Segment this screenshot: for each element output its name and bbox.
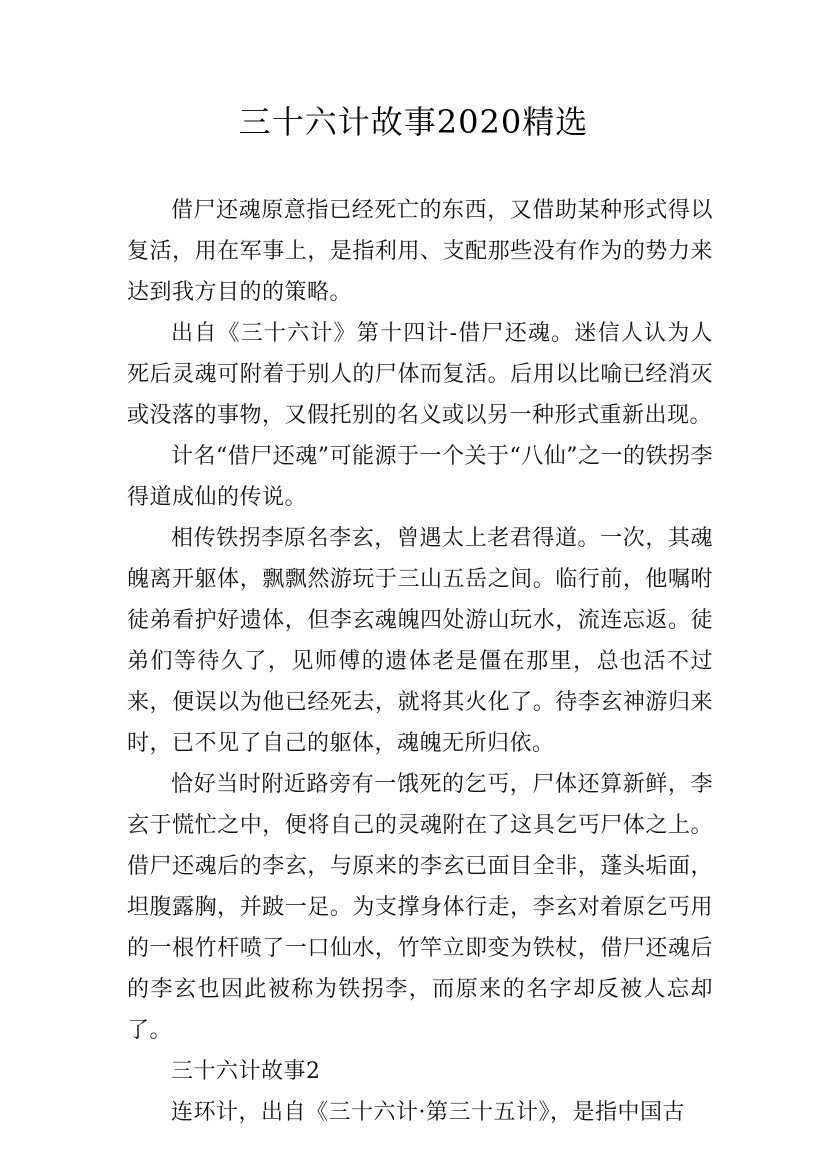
document-body [127, 190, 713, 1133]
paragraph: 出自《三十六计》第十四计-借尸还魂。迷信人认为人死后灵魂可附着于别人的尸体而复活。后用以比喻已经消灭或没落的事物，又假托别的名义或以另一种形式重新出现。 [127, 321, 713, 428]
paragraph: 恰好当时附近路旁有一饿死的乞丐，尸体还算新鲜，李玄于慌忙之中，便将自己的灵魂附在了这具乞丐尸体之上。借尸还魂后的李玄，与原来的李玄已面目全非，蓬头垢面，坦腹露胸，并跛一足。为支撑身体行走，李玄对着原乞丐用的一根竹杆喷了一口仙水，竹竿立即变为铁杖，借尸还魂后的李玄也因此被称为铁拐李，而原来的名字却反被人忘却了。 [127, 772, 713, 1043]
section-heading: 三十六计故事2 [171, 1059, 321, 1084]
paragraph: 借尸还魂原意指已经死亡的东西，又借助某种形式得以复活，用在军事上，是指利用、支配那些没有作为的势力来达到我方目的的策略。 [127, 198, 713, 305]
paragraph: 连环计，出自《三十六计·第三十五计》，是指中国古 [171, 1100, 685, 1125]
document-title: 三十六计故事2020精选 [238, 103, 589, 141]
paragraph: 相传铁拐李原名李玄，曾遇太上老君得道。一次，其魂魄离开躯体，飘飘然游玩于三山五岳之间。临行前，他嘱咐徒弟看护好遗体，但李玄魂魄四处游山玩水，流连忘返。徒弟们等待久了，见师傅的遗体老是僵在那里，总也活不过来，便误以为他已经死去，就将其火化了。待李玄神游归来时，已不见了自己的躯体，魂魄无所归依。 [127, 526, 713, 756]
paragraph: 计名“借尸还魂”可能源于一个关于“八仙”之一的铁拐李得道成仙的传说。 [127, 444, 713, 510]
